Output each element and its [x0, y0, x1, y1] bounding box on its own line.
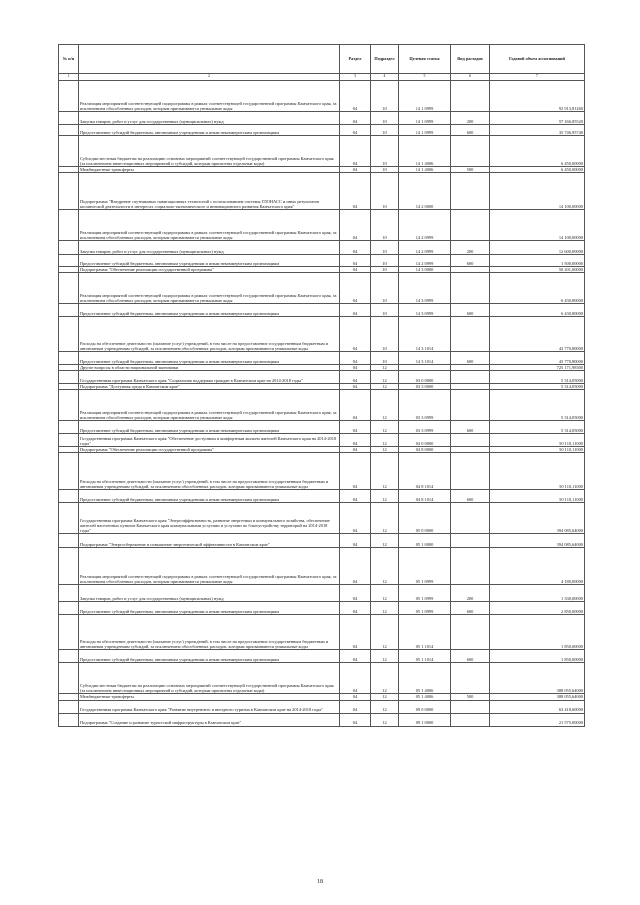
expense-type-cell	[451, 317, 490, 352]
row-name-cell: Закупка товаров, работ и услуг для государственных (муниципальных) нужд	[79, 112, 340, 125]
target-article-cell: 03 3 0000	[399, 384, 451, 390]
row-number-cell	[59, 125, 79, 136]
row-name-cell: Предоставление субсидий бюджетным, автономным учреждениям и иным некоммерческим организациям	[79, 255, 340, 267]
table-row	[59, 241, 585, 255]
target-article-cell: 14 1 0999	[399, 81, 451, 112]
row-name-cell: Предоставление субсидий бюджетным, автономным учреждениям и иным некоммерческим организациям	[79, 602, 340, 615]
podrazdel-cell: 10	[371, 304, 399, 317]
razdel-cell: 04	[340, 650, 371, 663]
header-podrazdel: Подраздел	[371, 45, 399, 74]
amount-cell: 57 166,85520	[490, 112, 585, 125]
razdel-cell: 04	[340, 371, 371, 384]
table-row	[59, 503, 585, 534]
table-row	[59, 371, 585, 384]
header-number: № п/п	[59, 45, 79, 74]
expense-type-cell	[451, 81, 490, 112]
table-row	[59, 173, 585, 210]
row-name-cell: Государственная программа Камчатского края "Развитие внутреннего и въездного туризма в Камчатском крае на 2014-2018 годы"	[79, 700, 340, 713]
amount-cell: 388 055,64000	[490, 694, 585, 700]
table-row	[59, 390, 585, 421]
amount-cell: 43 770,80000	[490, 317, 585, 352]
target-article-cell: 14 2 0999	[399, 210, 451, 241]
row-number-cell	[59, 81, 79, 112]
row-name-cell: Предоставление субсидий бюджетным, автономным учреждениям и иным некоммерческим организациям	[79, 352, 340, 365]
amount-cell: 725 171,98300	[490, 365, 585, 371]
podrazdel-cell: 12	[371, 384, 399, 390]
budget-table	[58, 44, 585, 727]
table-row	[59, 548, 585, 585]
amount-cell: 388 055,64000	[490, 663, 585, 694]
row-name-cell: Предоставление субсидий бюджетным, автономным учреждениям и иным некоммерческим организациям	[79, 125, 340, 136]
row-number-cell	[59, 663, 79, 694]
row-name-cell: Реализация мероприятий соответствующей подпрограммы в рамках соответствующей государственной программы Камчатского края, за исключением обособленных расходов, которым присваиваются уникальные коды	[79, 390, 340, 421]
razdel-cell: 04	[340, 210, 371, 241]
razdel-cell: 04	[340, 81, 371, 112]
target-article-cell: 05 1 0999	[399, 548, 451, 585]
row-name-cell: Государственная программа Камчатского края "Обеспечение доступным и комфортным жильем жителей Камчатского края на 2014-2018 годы"	[79, 434, 340, 447]
podrazdel-cell: 12	[371, 390, 399, 421]
expense-type-cell: 200	[451, 241, 490, 255]
amount-cell: 6 430,80000	[490, 273, 585, 304]
razdel-cell: 04	[340, 255, 371, 267]
podrazdel-cell: 12	[371, 447, 399, 453]
row-name-cell: Предоставление субсидий бюджетным, автономным учреждениям и иным некоммерческим организациям	[79, 421, 340, 434]
amount-cell: 14 100,00000	[490, 173, 585, 210]
razdel-cell: 04	[340, 694, 371, 700]
razdel-cell: 04	[340, 421, 371, 434]
amount-cell: 50 110,11000	[490, 490, 585, 503]
amount-cell: 4 180,00000	[490, 548, 585, 585]
header-expense-type: Вид расходов	[451, 45, 490, 74]
expense-type-cell	[451, 273, 490, 304]
razdel-cell: 04	[340, 167, 371, 173]
podrazdel-cell: 12	[371, 453, 399, 490]
row-number-cell	[59, 352, 79, 365]
razdel-cell: 04	[340, 390, 371, 421]
target-article-cell: 14 3 1014	[399, 317, 451, 352]
table-row	[59, 112, 585, 125]
razdel-cell: 04	[340, 503, 371, 534]
row-number-cell	[59, 700, 79, 713]
razdel-cell: 04	[340, 615, 371, 650]
podrazdel-cell: 10	[371, 255, 399, 267]
expense-type-cell: 500	[451, 167, 490, 173]
amount-cell: 1 850,00000	[490, 615, 585, 650]
razdel-cell: 04	[340, 534, 371, 548]
row-number-cell	[59, 615, 79, 650]
col-number: 3	[340, 74, 371, 81]
amount-cell: 5 314,05000	[490, 371, 585, 384]
amount-cell: 43 770,80000	[490, 352, 585, 365]
row-name-cell: Подпрограмма "Доступная среда в Камчатском крае"	[79, 384, 340, 390]
row-name-cell: Государственная программа Камчатского края "Социальная поддержка граждан в Камчатском крае на 2014-2018 годы"	[79, 371, 340, 384]
expense-type-cell: 200	[451, 112, 490, 125]
target-article-cell: 14 1 0999	[399, 112, 451, 125]
razdel-cell: 04	[340, 317, 371, 352]
header-target-article: Целевая статья	[399, 45, 451, 74]
amount-cell: 14 100,00000	[490, 210, 585, 241]
podrazdel-cell: 10	[371, 241, 399, 255]
podrazdel-cell: 10	[371, 267, 399, 273]
target-article-cell: 09 1 0000	[399, 713, 451, 726]
table-row	[59, 650, 585, 663]
podrazdel-cell: 10	[371, 173, 399, 210]
target-article-cell: 03 3 0999	[399, 421, 451, 434]
row-name-cell: Предоставление субсидий бюджетным, автономным учреждениям и иным некоммерческим организациям	[79, 304, 340, 317]
row-name-cell: Реализация мероприятий соответствующей подпрограммы в рамках соответствующей государственной программы Камчатского края, за исключением обособленных расходов, которым присваиваются уникальные коды	[79, 273, 340, 304]
target-article-cell: 04 8 1014	[399, 490, 451, 503]
table-row	[59, 615, 585, 650]
amount-cell: 1 850,00000	[490, 650, 585, 663]
expense-type-cell: 600	[451, 602, 490, 615]
row-name-cell: Предоставление субсидий бюджетным, автономным учреждениям и иным некоммерческим организациям	[79, 490, 340, 503]
amount-cell: 6 430,80000	[490, 304, 585, 317]
expense-type-cell	[451, 371, 490, 384]
amount-cell: 35 746,95740	[490, 125, 585, 136]
razdel-cell: 04	[340, 267, 371, 273]
expense-type-cell	[451, 534, 490, 548]
amount-cell: 394 085,64000	[490, 534, 585, 548]
row-name-cell: Подпрограмма "Обеспечение реализации государственной программы"	[79, 267, 340, 273]
expense-type-cell: 600	[451, 125, 490, 136]
amount-cell: 5 314,05000	[490, 384, 585, 390]
table-row	[59, 453, 585, 490]
header-row	[59, 45, 585, 74]
expense-type-cell	[451, 173, 490, 210]
target-article-cell: 09 0 0000	[399, 700, 451, 713]
expense-type-cell: 200	[451, 585, 490, 602]
amount-cell: 1 330,00000	[490, 585, 585, 602]
razdel-cell: 04	[340, 304, 371, 317]
row-number-cell	[59, 255, 79, 267]
razdel-cell: 04	[340, 112, 371, 125]
podrazdel-cell: 12	[371, 365, 399, 371]
razdel-cell: 04	[340, 713, 371, 726]
table-row	[59, 434, 585, 447]
table-row	[59, 255, 585, 267]
row-name-cell: Реализация мероприятий соответствующей подпрограммы в рамках соответствующей государственной программы Камчатского края, за исключением обособленных расходов, которым присваиваются уникальные коды	[79, 548, 340, 585]
target-article-cell: 05 1 0999	[399, 585, 451, 602]
expense-type-cell	[451, 434, 490, 447]
target-article-cell: 14 1 4006	[399, 167, 451, 173]
column-number-row	[59, 74, 585, 81]
target-article-cell: 14 2 0999	[399, 255, 451, 267]
expense-type-cell	[451, 713, 490, 726]
razdel-cell: 04	[340, 384, 371, 390]
razdel-cell: 04	[340, 273, 371, 304]
target-article-cell: 14 2 0999	[399, 241, 451, 255]
target-article-cell: 14 1 4006	[399, 136, 451, 167]
amount-cell: 50 110,11000	[490, 434, 585, 447]
target-article-cell: 14 3 1014	[399, 352, 451, 365]
row-number-cell	[59, 371, 79, 384]
table-row	[59, 352, 585, 365]
razdel-cell: 04	[340, 125, 371, 136]
table-row	[59, 534, 585, 548]
table-row	[59, 585, 585, 602]
podrazdel-cell: 12	[371, 548, 399, 585]
podrazdel-cell: 12	[371, 371, 399, 384]
row-number-cell	[59, 173, 79, 210]
amount-cell: 50 110,11000	[490, 453, 585, 490]
podrazdel-cell: 10	[371, 273, 399, 304]
razdel-cell: 04	[340, 136, 371, 167]
expense-type-cell: 600	[451, 255, 490, 267]
podrazdel-cell: 10	[371, 81, 399, 112]
razdel-cell: 04	[340, 663, 371, 694]
razdel-cell: 04	[340, 585, 371, 602]
col-number: 2	[79, 74, 340, 81]
podrazdel-cell: 12	[371, 694, 399, 700]
target-article-cell: 05 1 0999	[399, 602, 451, 615]
table-row	[59, 81, 585, 112]
razdel-cell: 04	[340, 602, 371, 615]
row-name-cell: Предоставление субсидий бюджетным, автономным учреждениям и иным некоммерческим организациям	[79, 650, 340, 663]
col-number: 5	[399, 74, 451, 81]
amount-cell: 6 450,00000	[490, 167, 585, 173]
row-number-cell	[59, 136, 79, 167]
podrazdel-cell: 10	[371, 112, 399, 125]
podrazdel-cell: 12	[371, 615, 399, 650]
expense-type-cell: 600	[451, 421, 490, 434]
expense-type-cell	[451, 390, 490, 421]
podrazdel-cell: 10	[371, 136, 399, 167]
podrazdel-cell: 10	[371, 317, 399, 352]
row-name-cell: Закупка товаров, работ и услуг для государственных (муниципальных) нужд	[79, 585, 340, 602]
row-number-cell	[59, 241, 79, 255]
row-name-cell: Подпрограмма "Создание и развитие туристской инфраструктуры в Камчатском крае"	[79, 713, 340, 726]
row-name-cell: Другие вопросы в области национальной экономики	[79, 365, 340, 371]
row-name-cell: Межбюджетные трансферты	[79, 694, 340, 700]
table-row	[59, 304, 585, 317]
row-name-cell: Государственная программа Камчатского края "Энергоэффективность, развитие энергетики и коммунального хозяйства, обеспечение жителей населенных пунктов Камчатского края коммунальными услугами и услугами по благоустройству территорий на 2014-2018 годы"	[79, 503, 340, 534]
row-number-cell	[59, 421, 79, 434]
expense-type-cell: 600	[451, 352, 490, 365]
target-article-cell: 03 3 0999	[399, 390, 451, 421]
table-row	[59, 210, 585, 241]
target-article-cell: 05 1 1014	[399, 650, 451, 663]
razdel-cell: 04	[340, 241, 371, 255]
expense-type-cell: 600	[451, 650, 490, 663]
amount-cell: 92 913,81260	[490, 81, 585, 112]
row-number-cell	[59, 650, 79, 663]
razdel-cell: 04	[340, 365, 371, 371]
row-number-cell	[59, 112, 79, 125]
podrazdel-cell: 12	[371, 585, 399, 602]
podrazdel-cell: 10	[371, 352, 399, 365]
target-article-cell: 04 8 0000	[399, 447, 451, 453]
target-article-cell: 05 1 0000	[399, 534, 451, 548]
col-number: 6	[451, 74, 490, 81]
podrazdel-cell: 12	[371, 421, 399, 434]
target-article-cell: 05 0 0000	[399, 503, 451, 534]
row-number-cell	[59, 273, 79, 304]
amount-cell: 50 110,11000	[490, 447, 585, 453]
row-name-cell: Субсидии местным бюджетам на реализацию основных мероприятий соответствующей государственной программы Камчатского края (за исключением инвестиционных мероприятий и субсидий, которым присвоены отдельные коды)	[79, 136, 340, 167]
expense-type-cell	[451, 453, 490, 490]
podrazdel-cell: 12	[371, 503, 399, 534]
table-row	[59, 700, 585, 713]
podrazdel-cell: 10	[371, 167, 399, 173]
amount-cell: 1 500,00000	[490, 255, 585, 267]
row-number-cell	[59, 585, 79, 602]
target-article-cell: 14 3 0000	[399, 267, 451, 273]
row-number-cell	[59, 453, 79, 490]
row-name-cell: Подпрограмма "Внедрение спутниковых навигационных технологий с использованием системы ГЛОНАСС и иных результатов космической деятельности в интересах социально-экономического и инновационного развития Камчатского края"	[79, 173, 340, 210]
amount-cell: 5 314,05000	[490, 390, 585, 421]
table-row	[59, 317, 585, 352]
amount-cell: 2 850,00000	[490, 602, 585, 615]
target-article-cell: 04 0 0000	[399, 434, 451, 447]
podrazdel-cell: 12	[371, 490, 399, 503]
row-number-cell	[59, 434, 79, 447]
row-name-cell: Закупка товаров, работ и услуг для государственных (муниципальных) нужд	[79, 241, 340, 255]
table-row	[59, 421, 585, 434]
table-row	[59, 490, 585, 503]
row-number-cell	[59, 548, 79, 585]
row-name-cell: Подпрограмма "Энергосбережение и повышение энергетической эффективности в Камчатском крае"	[79, 534, 340, 548]
razdel-cell: 04	[340, 548, 371, 585]
target-article-cell: 05 1 4006	[399, 663, 451, 694]
razdel-cell: 04	[340, 173, 371, 210]
row-name-cell: Расходы на обеспечение деятельности (оказание услуг) учреждений, в том числе на предоставление государственным бюджетным и автономным учреждениям субсидий, за исключением обособленных расходов, которым присваиваются уникальные коды	[79, 615, 340, 650]
target-article-cell: 14 1 0999	[399, 125, 451, 136]
podrazdel-cell: 12	[371, 602, 399, 615]
razdel-cell: 04	[340, 352, 371, 365]
amount-cell: 394 085,64000	[490, 503, 585, 534]
amount-cell: 21 575,00000	[490, 713, 585, 726]
expense-type-cell: 500	[451, 694, 490, 700]
header-name	[79, 45, 340, 74]
table-row	[59, 273, 585, 304]
table-row	[59, 136, 585, 167]
razdel-cell: 04	[340, 490, 371, 503]
expense-type-cell	[451, 503, 490, 534]
podrazdel-cell: 12	[371, 713, 399, 726]
table-body	[59, 81, 585, 727]
target-article-cell: 04 8 1014	[399, 453, 451, 490]
row-name-cell: Субсидии местным бюджетам на реализацию основных мероприятий соответствующей государственной программы Камчатского края (за исключением инвестиционных мероприятий и субсидий, которым присвоены отдельные коды)	[79, 663, 340, 694]
col-number: 4	[371, 74, 399, 81]
row-number-cell	[59, 304, 79, 317]
expense-type-cell	[451, 700, 490, 713]
amount-cell: 6 450,00000	[490, 136, 585, 167]
col-number: 7	[490, 74, 585, 81]
target-article-cell: 05 1 4006	[399, 694, 451, 700]
podrazdel-cell: 12	[371, 534, 399, 548]
razdel-cell: 04	[340, 447, 371, 453]
target-article-cell: 14 2 0000	[399, 173, 451, 210]
podrazdel-cell: 10	[371, 125, 399, 136]
razdel-cell: 04	[340, 453, 371, 490]
row-number-cell	[59, 602, 79, 615]
amount-cell: 50 201,60000	[490, 267, 585, 273]
table-row	[59, 663, 585, 694]
podrazdel-cell: 12	[371, 700, 399, 713]
row-number-cell	[59, 210, 79, 241]
target-article-cell: 03 0 0000	[399, 371, 451, 384]
header-razdel: Раздел	[340, 45, 371, 74]
table-row	[59, 125, 585, 136]
expense-type-cell	[451, 136, 490, 167]
podrazdel-cell: 12	[371, 650, 399, 663]
razdel-cell: 04	[340, 700, 371, 713]
row-name-cell: Межбюджетные трансферты	[79, 167, 340, 173]
expense-type-cell: 600	[451, 304, 490, 317]
row-number-cell	[59, 713, 79, 726]
expense-type-cell	[451, 210, 490, 241]
expense-type-cell	[451, 615, 490, 650]
row-name-cell: Реализация мероприятий соответствующей подпрограммы в рамках соответствующей государственной программы Камчатского края, за исключением обособленных расходов, которым присваиваются уникальные коды	[79, 210, 340, 241]
target-article-cell: 05 1 1014	[399, 615, 451, 650]
row-name-cell: Подпрограмма "Обеспечение реализации государственной программы"	[79, 447, 340, 453]
page-number: 18	[317, 879, 323, 885]
target-article-cell: 14 3 0999	[399, 273, 451, 304]
amount-cell: 5 314,05000	[490, 421, 585, 434]
podrazdel-cell: 10	[371, 210, 399, 241]
col-number: 1	[59, 74, 79, 81]
expense-type-cell: 600	[451, 490, 490, 503]
podrazdel-cell: 12	[371, 663, 399, 694]
podrazdel-cell: 12	[371, 434, 399, 447]
row-number-cell	[59, 534, 79, 548]
row-name-cell: Расходы на обеспечение деятельности (оказание услуг) учреждений, в том числе на предоставление государственным бюджетным и автономным учреждениям субсидий, за исключением обособленных расходов, которым присваиваются уникальные коды	[79, 453, 340, 490]
table-row	[59, 602, 585, 615]
header-annual-amount: Годовой объем ассигнований	[490, 45, 585, 74]
expense-type-cell	[451, 663, 490, 694]
amount-cell: 12 600,00000	[490, 241, 585, 255]
row-number-cell	[59, 490, 79, 503]
row-number-cell	[59, 390, 79, 421]
razdel-cell: 04	[340, 434, 371, 447]
table-row	[59, 713, 585, 726]
row-name-cell: Реализация мероприятий соответствующей подпрограммы в рамках соответствующей государственной программы Камчатского края, за исключением обособленных расходов, которым присваиваются уникальные коды	[79, 81, 340, 112]
expense-type-cell	[451, 548, 490, 585]
amount-cell: 63 418,60000	[490, 700, 585, 713]
row-name-cell: Расходы на обеспечение деятельности (оказание услуг) учреждений, в том числе на предоставление государственным бюджетным и автономным учреждениям субсидий, за исключением обособленных расходов, которым присваиваются уникальные коды	[79, 317, 340, 352]
row-number-cell	[59, 503, 79, 534]
target-article-cell: 14 3 0999	[399, 304, 451, 317]
row-number-cell	[59, 317, 79, 352]
